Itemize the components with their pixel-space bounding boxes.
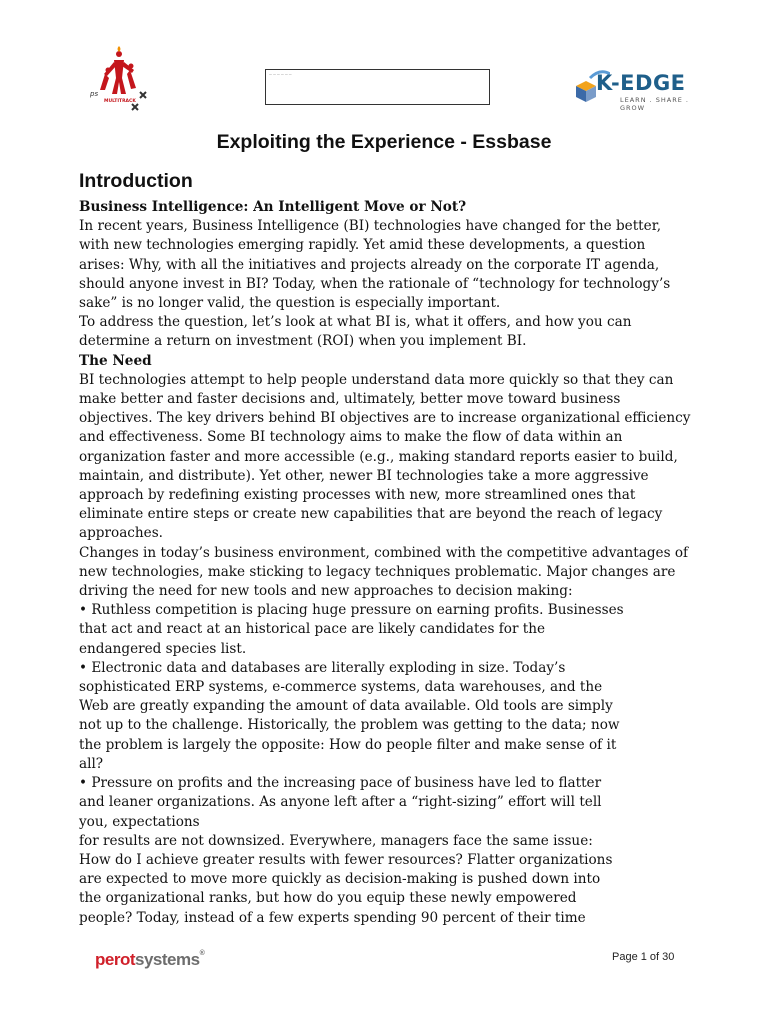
document-body xyxy=(79,198,689,928)
paragraph-line: arises: Why, with all the initiatives and projects already on the corporate IT agenda, xyxy=(79,256,660,273)
paragraph-line: and leaner organizations. As anyone left after a “right-sizing” effort will tell xyxy=(79,794,602,811)
paragraph-line: maintain, and distribute). Yet other, newer BI technologies take a more aggressive xyxy=(79,467,649,484)
k-edge-wordmark: K-EDGE xyxy=(596,71,686,95)
section-title: Introduction xyxy=(79,170,193,192)
paragraph-line: you, expectations xyxy=(79,813,200,830)
paragraph-line: not up to the challenge. Historically, the problem was getting to the data; now xyxy=(79,717,620,734)
paragraph-line: the problem is largely the opposite: How do people filter and make sense of it xyxy=(79,736,617,753)
logo-perot-text: perot xyxy=(95,950,135,969)
subheading-line: Business Intelligence: An Intelligent Move or Not? xyxy=(79,199,467,215)
paragraph-line: for results are not downsized. Everywhere, managers face the same issue: xyxy=(79,832,593,849)
page-header xyxy=(0,0,768,125)
paragraph-line: the organizational ranks, but how do you equip these newly empowered xyxy=(79,890,577,907)
header-box-text: — — — — — — xyxy=(269,72,292,76)
subheading-line: The Need xyxy=(79,352,152,369)
paragraph-line: organization faster and more accessible (e.g., making standard reports easier to build, xyxy=(79,448,678,465)
paragraph-line: make better and faster decisions and, ultimately, better move toward business xyxy=(79,391,621,408)
paragraph-line: all? xyxy=(79,755,104,772)
paragraph-line: are expected to move more quickly as decision-making is pushed down into xyxy=(79,871,601,888)
paragraph-line: Web are greatly expanding the amount of data available. Old tools are simply xyxy=(79,698,613,715)
k-edge-tagline: LEARN . SHARE . GROW xyxy=(620,96,689,112)
paragraph-line: To address the question, let’s look at what BI is, what it offers, and how you can xyxy=(79,314,632,331)
paragraph-line: BI technologies attempt to help people understand data more quickly so that they can xyxy=(79,371,674,388)
paragraph-line: eliminate entire steps or create new capabilities that are beyond the reach of legacy xyxy=(79,506,663,523)
paragraph-line: that act and react at an historical pace are likely candidates for the xyxy=(79,621,546,638)
paragraph-line: • Ruthless competition is placing huge pressure on earning profits. Businesses xyxy=(79,602,624,619)
paragraph-line: objectives. The key drivers behind BI objectives are to increase organizational efficiency xyxy=(79,410,691,427)
paragraph-line: sake” is no longer valid, the question is especially important. xyxy=(79,295,501,312)
multitrack-logo-icon xyxy=(86,44,156,114)
paragraph-line: driving the need for new tools and new approaches to decision making: xyxy=(79,583,573,600)
logo-trademark: ® xyxy=(199,950,205,957)
paragraph-line: • Electronic data and databases are literally exploding in size. Today’s xyxy=(79,659,566,676)
paragraph-line: with new technologies emerging rapidly. Yet amid these developments, a question xyxy=(79,237,646,254)
paragraph-line: approach by redefining existing processes with new, more streamlined ones that xyxy=(79,487,636,504)
paragraph-line: determine a return on investment (ROI) when you implement BI. xyxy=(79,333,527,350)
document-title: Exploiting the Experience - Essbase xyxy=(216,131,552,153)
paragraph-line: endangered species list. xyxy=(79,640,247,657)
paragraph-line: Changes in today’s business environment, combined with the competitive advantages of xyxy=(79,544,689,561)
logo-systems-text: systems xyxy=(135,950,200,969)
paragraph-line: approaches. xyxy=(79,525,164,542)
paragraph-line: • Pressure on profits and the increasing pace of business have led to flatter xyxy=(79,775,602,792)
paragraph-line: and effectiveness. Some BI technology aims to make the flow of data within an xyxy=(79,429,623,446)
svg-text:MULTITRACK: MULTITRACK xyxy=(104,99,136,104)
k-edge-logo xyxy=(570,60,710,112)
paragraph-line: In recent years, Business Intelligence (BI) technologies have changed for the better, xyxy=(79,218,662,235)
paragraph-line: How do I achieve greater results with fewer resources? Flatter organizations xyxy=(79,851,613,868)
page-number: Page 1 of 30 xyxy=(612,951,675,963)
paragraph-line: sophisticated ERP systems, e-commerce systems, data warehouses, and the xyxy=(79,679,603,696)
svg-text:ps: ps xyxy=(90,90,99,98)
header-info-box xyxy=(265,69,490,105)
paragraph-line: new technologies, make sticking to legacy techniques problematic. Major changes are xyxy=(79,563,676,580)
perotsystems-logo xyxy=(95,950,204,970)
paragraph-line: should anyone invest in BI? Today, when the rationale of “technology for technology’s xyxy=(79,275,671,292)
paragraph-line: people? Today, instead of a few experts spending 90 percent of their time xyxy=(79,909,586,926)
